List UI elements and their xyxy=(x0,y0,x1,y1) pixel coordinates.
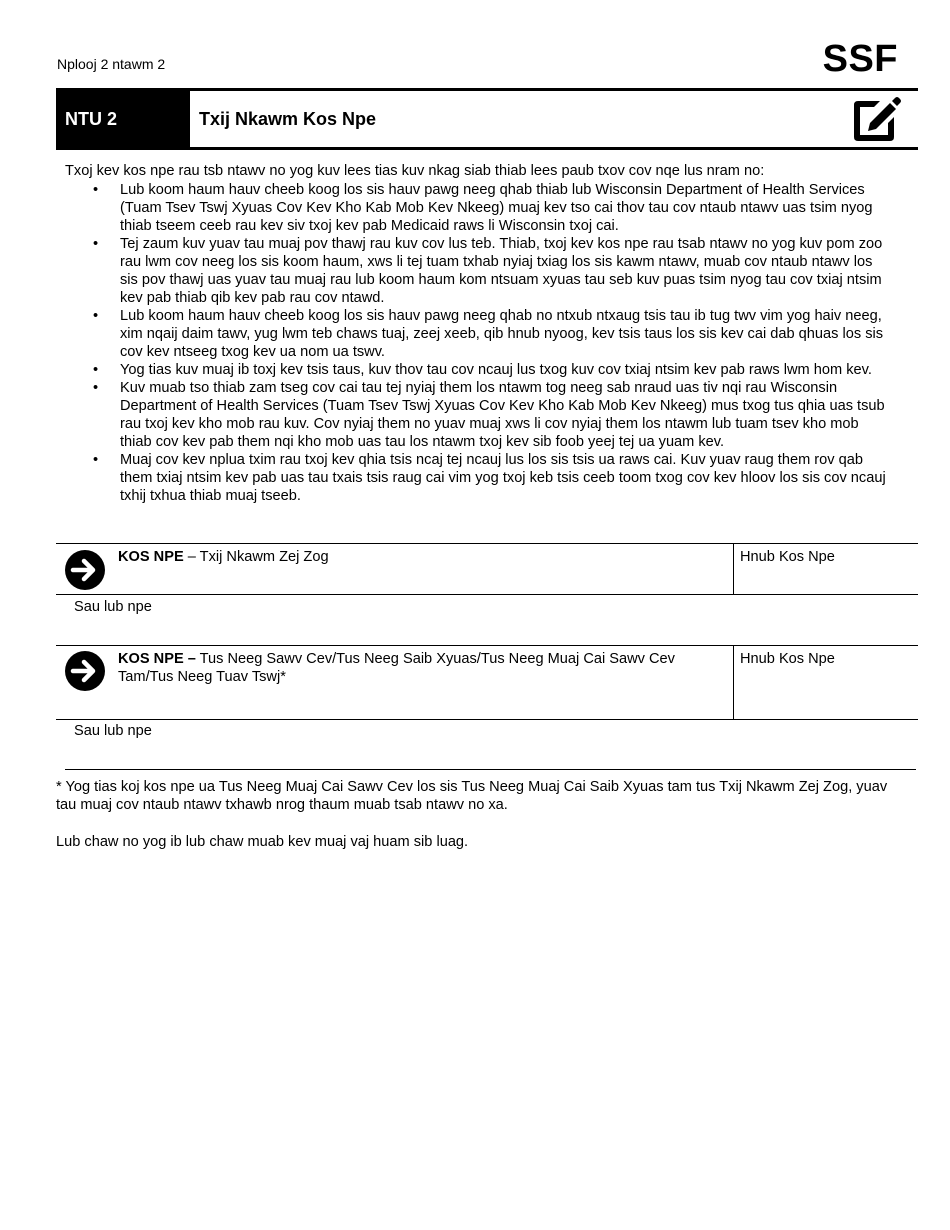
signature-label-bold: KOS NPE – xyxy=(118,651,196,667)
list-item: • Kuv muab tso thiab zam tseg cov cai tau tej nyiaj them los ntawm tog neeg sab nraud uas tiv nqi rau Wisconsin Department of Health Services (Tuam Tsev Tswj Xyuas Cov Kev Kho Kab Mob Kev Nkeeg) mus txog tus qhia uas tsub rau txoj kev kho mob rau kuv. Cov nyiaj them no yuav muaj xws li cov nyiaj them los ntawm lub tuam tsev kho mob thiab cov kev pab them nqi kho mob uas tau los ntawm txoj kev sib foob yeej tej ua yuam kev. xyxy=(93,379,893,451)
signature-label xyxy=(118,548,722,566)
list-item: • Muaj cov kev nplua txim rau txoj kev qhia tsis ncaj tej ncauj lus los sis tsis ua raws cai. Kuv yuav raug them rov qab them txiaj ntsim kev pab uas tau txais tsis raug cai vim yog txoj keb tsis ceeb toom txog cov kev hloov los sis cov ncauj txhij txhua thiab muaj tseeb. xyxy=(93,451,893,505)
divider xyxy=(65,769,916,770)
list-item: • Yog tias kuv muaj ib toxj kev tsis taus, kuv thov tau cov ncauj lus txog kuv cov txiaj ntsim kev pab raws lwm hom kev. xyxy=(93,361,893,379)
conditions-list xyxy=(93,181,893,505)
blank-space-note: Lub chaw no yog ib lub chaw muab kev muaj vaj huam sib luag. xyxy=(56,834,469,850)
section-title: Txij Nkawm Kos Npe xyxy=(199,108,377,129)
arrow-right-icon xyxy=(64,650,106,692)
list-item: • Lub koom haum hauv cheeb koog los sis hauv pawg neeg qhab thiab lub Wisconsin Department of Health Services (Tuam Tsev Tswj Xyuas Cov Kev Kho Kab Mob Kev Nkeeg) muaj kev tso cai thov tau cov ntaub ntawv uas tsim nyog thiab tseem ceeb rau kev siv txoj kev pab Medicaid raws li Wisconsin txoj cai. xyxy=(93,181,893,235)
signature-box-spouse[interactable] xyxy=(56,543,918,595)
edit-icon xyxy=(850,95,902,143)
signature-date-label: Hnub Kos Npe xyxy=(740,651,835,667)
page-number: Nplooj 2 ntawm 2 xyxy=(57,56,166,72)
arrow-right-icon xyxy=(64,549,106,591)
list-item: • Tej zaum kuv yuav tau muaj pov thawj rau kuv cov lus teb. Thiab, txoj kev kos npe rau tsab ntawv no yog kuv pom zoo rau lwm cov neeg los sis koom haum, xws li tej tuam txhab nyiaj txiag los sis kawm ntawv, muab cov ntaub ntawv los sis pov thawj uas yuav tau muaj rau lub koom haum kom ntsuam xyuas tau seb kuv puas tsim nyog tau cov txiaj ntsim kev pab thiab qib kev pab rau cov ntawd. xyxy=(93,235,893,307)
section-header xyxy=(56,88,918,150)
footnote: * Yog tias koj kos npe ua Tus Neeg Muaj Cai Sawv Cev los sis Tus Neeg Muaj Cai Saib Xyuas tam tus Txij Nkawm Zej Zog, yuav tau muaj cov ntaub ntawv txhawb nrog thaum muab tsab ntawv no xa. xyxy=(56,779,888,813)
signature-label-rest: Tus Neeg Sawv Cev/Tus Neeg Saib Xyuas/Tus Neeg Muaj Cai Sawv Cev Tam/Tus Neeg Tuav Tswj* xyxy=(118,651,675,685)
signature-label-rest: – Txij Nkawm Zej Zog xyxy=(183,549,329,565)
signature-label xyxy=(118,650,722,686)
section-label: NTU 2 xyxy=(56,91,190,147)
signature-box-representative[interactable] xyxy=(56,645,918,720)
signature-label-bold: KOS NPE xyxy=(118,549,184,565)
intro-text: Txoj kev kos npe rau tsb ntawv no yog kuv lees tias kuv nkag siab thiab lees paub txov cov nqe lus nram no: xyxy=(65,163,765,179)
form-code: SSF xyxy=(822,38,898,80)
print-name-label: Sau lub npe xyxy=(74,723,152,739)
list-item: • Lub koom haum hauv cheeb koog los sis hauv pawg neeg qhab no ntxub ntxaug tsis tau ib tug twv vim yog haiv neeg, xim nqaij daim tawv, yug lwm teb chaws tuaj, zeej xeeb, qib hnub nyoog, kev tsis taus los sis kev cai dab qhuas los sis cov kev ntseeg txog kev ua nom ua tswv. xyxy=(93,307,893,361)
print-name-label: Sau lub npe xyxy=(74,599,152,615)
signature-date-label: Hnub Kos Npe xyxy=(740,549,835,565)
